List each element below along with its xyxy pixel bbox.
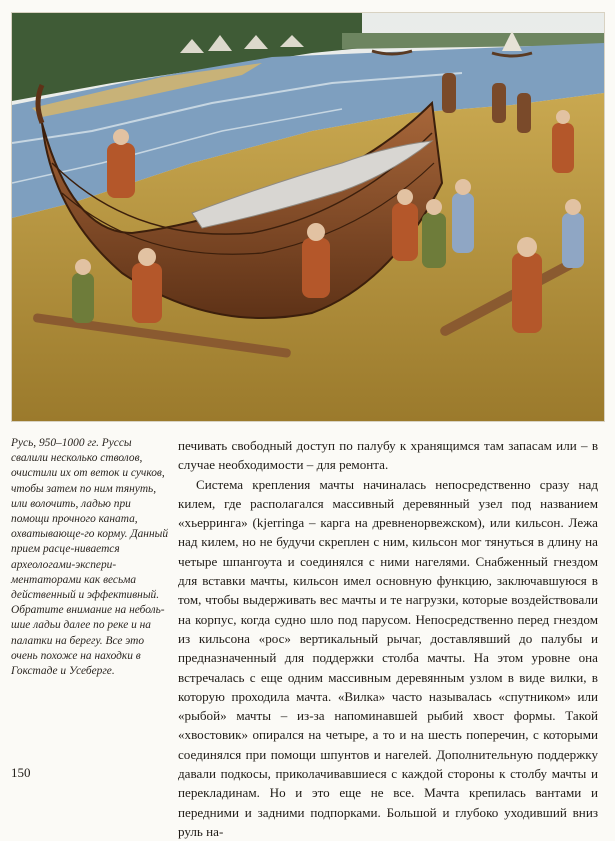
paragraph-mast-system: Система крепления мачты начиналась непосредственно сразу над килем, где располагался массивный деревянный узел под названием «хьерринга» (kjerringa – карга на древненорвежском), или кильсон. Лежа над килем, но не будучи скреплен с ним, кильсон мог тянуться в длину на четыре шпангоута и соединялся с ними нагелями. Снабженный гнездом для вставки мачты, кильсон имел основную функцию, заключавшуюся в том, чтобы выдерживать вес мачты и те нагрузки, которые воздействовали на корпус, когда судно шло под парусом. Непосредственно перед гнездом из кильсона «рос» вертикальный рычаг, доставлявший до палубы и предназначенный для поддержки столба мачты. На этом уровне она встречалась с еще одним массивным деревянным узлом в виде вилки, в которую проходила мачта. «Вилка» часто называлась «спутником» или «рыбой» мачты – из-за напоминавшей рыбий хвост формы. Такой «хвостовик» опирался на четыре, а то и на шесть поперечин, с которыми соединялся при помощи шпунтов и нагелей. Дополнительную поддержку давали подкосы, приколачивавшиеся с каждой стороны к столбу мачты и перекладинам. Но и это еще не все. Мачта крепилась вантами и передними и задними подпорками. Большой и глубоко уходивший вниз руль на- [178,476,598,839]
viking-ship-illustration [11,12,605,422]
illustration-caption [11,436,169,679]
caption-text: Русь, 950–1000 гг. Руссы свалили несколько стволов, очистили их от веток и сучков, чтобы затем по ним тянуть, или волочить, ладью при помощи прочного каната, охватывающе-го корму. Данный прием расце-нивается археологами-экспери-ментаторами как весьма действенный и эффективный. Обратите внимание на неболь-шие ладьи далее по реке и на палатки на берегу. Все это очень похоже на находки в Гокстаде и Усеберге. [11,437,169,678]
body-text [178,436,598,841]
paragraph-continuation: печивать свободный доступ по палубу к хранящимся там запасам или – в случае необходимости – для ремонта. [178,438,598,473]
page-number: 150 [11,765,31,780]
illustration-drawing [12,13,604,421]
